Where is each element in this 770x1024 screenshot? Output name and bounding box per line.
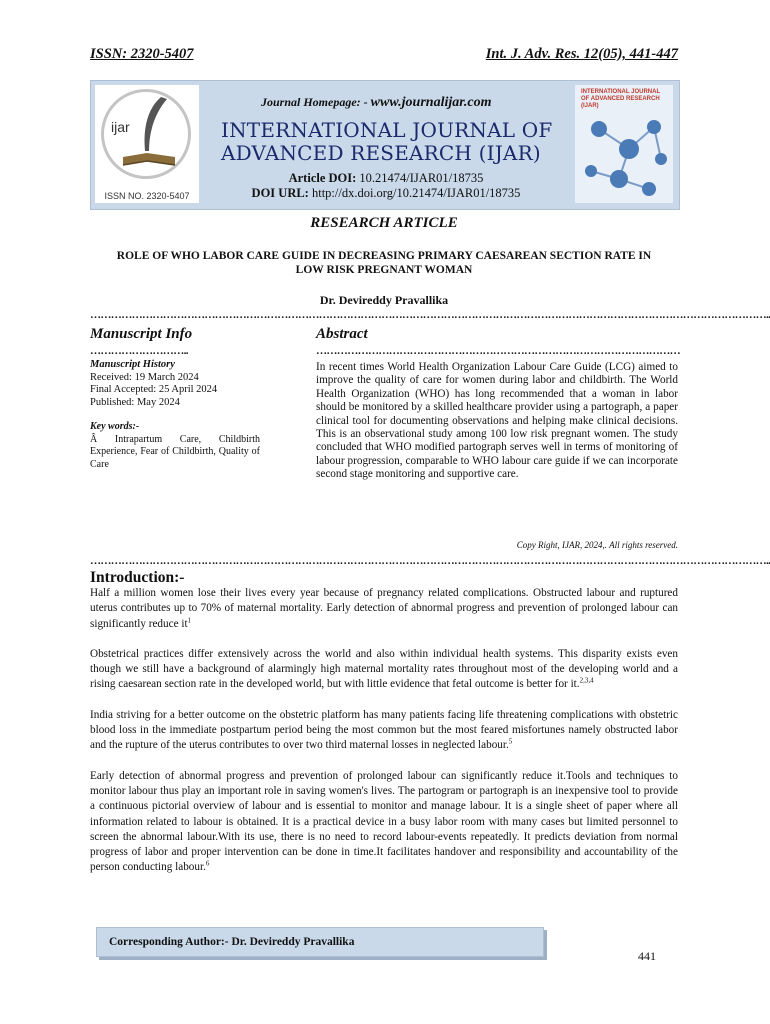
dotted-divider: ……………………….. [90,345,188,357]
citation-text: Int. J. Adv. Res. 12(05), 441-447 [485,46,678,62]
paragraph: Early detection of abnormal progress and prevention of prolonged labour can significantly reduce it.Tools and techniques to monitor labour thus play an important role in saving women's lives. The partogram or partograph is an inexpensive tool to provide a continuous pictorial overview of labour and is essential to monitor and manage labour. It is a single sheet of paper where all information related to labour is obtained. It is a practical device in a busy labor room with many cases but limited personnel to screen the abnormal labour.With its use, there is no need to record labour-events repeatedly. It predicts deviation from normal progress of labor and proper intervention can be done in time.It facilitates handover and responsibility and accountability of the person conducting labour.$^6$ [90,769,678,874]
published-date: Published: May 2024 [90,396,180,408]
keywords-block [90,421,260,471]
homepage-link[interactable]: www.journalijar.com [370,95,492,110]
accepted-date: Final Accepted: 25 April 2024 [90,384,218,395]
dotted-divider: …………………………………………………………………………………………………………………………………………………………………………….. [90,555,770,567]
manuscript-info-column [90,326,260,471]
doi-url-label: DOI URL: [251,186,309,200]
paper-title-line1: ROLE OF WHO LABOR CARE GUIDE IN DECREASING PRIMARY CAESAREAN SECTION RATE IN [116,250,652,262]
journal-banner [90,80,680,210]
corresponding-author-box [96,927,544,957]
corresponding-label: Corresponding Author:- [109,936,229,948]
cover-title: INTERNATIONAL JOURNAL OF ADVANCED RESEARCH (IJAR) [581,89,661,109]
doi-url-link[interactable]: http://dx.doi.org/10.21474/IJAR01/18735 [311,186,521,200]
dotted-divider: …………………………………………………………………………………………… [316,345,681,357]
article-doi-label: Article DOI: [288,171,357,185]
introduction-body [90,586,678,891]
homepage-line [261,95,492,111]
introduction-heading: Introduction:- [90,569,185,586]
citation-ref: 6 [205,859,210,868]
logo-text: ijar [111,119,130,135]
journal-cover [575,85,673,203]
abstract-column [316,326,681,482]
received-date: Received: 19 March 2024 [90,371,199,383]
paper-title-line2: LOW RISK PREGNANT WOMAN [295,264,473,276]
journal-logo [95,85,199,203]
keywords-label: Key words:- [90,421,140,432]
article-doi-value: 10.21474/IJAR01/18735 [359,171,484,185]
issn-text: ISSN: 2320-5407 [90,46,194,62]
journal-title-line2: ADVANCED RESEARCH (IJAR) [221,141,541,165]
citation-ref: 5 [508,737,513,746]
page-number: 441 [638,949,656,963]
journal-title [221,119,561,165]
author-name: Dr. Devireddy Pravallika [319,293,449,307]
manuscript-history [90,359,260,409]
citation-ref: 1 [187,615,192,624]
running-header [90,46,678,63]
dotted-divider: …………………………………………………………………………………………………………………………………………………………………………….. [90,309,770,321]
paper-title [90,249,678,277]
corresponding-name: Dr. Devireddy Pravallika [231,936,355,948]
article-type: RESEARCH ARTICLE [310,215,458,231]
paragraph: Obstetrical practices differ extensively across the world and also within individual health systems. This disparity exists even though we still have a background of alarmingly high maternal mortality rates throughout most of the developing world and a rising caesarean section rate in the developed world, but with little evidence that fetal outcome is better for it.$^{2,3,4}$ [90,647,678,691]
logo-issn: ISSN NO. 2320-5407 [104,191,190,201]
homepage-label: Journal Homepage: - [261,95,368,109]
molecule-image-icon [579,109,669,201]
abstract-heading: Abstract [316,326,368,342]
abstract-text: In recent times World Health Organization Labour Care Guide (LCG) aimed to improve the quality of care for women during labor and childbirth. The World Health Organization (WHO) has long recommended that a woman in labor should be monitored by a skilled healthcare provider using a partograph, a paper clinical tool for documenting observations and helping make clinical decisions. This is an observational study among 100 low risk pregnant women. The study concluded that WHO modified partograph serves well in terms of monitoring of labour progression, comparable to WHO labour care guide if we can incorporate second stage monitoring and supportive care. [316,361,678,481]
paragraph: India striving for a better outcome on the obstetric platform has many patients facing life threatening complications with obstetric blood loss in the immediate postpartum period being the most common but the most feared misfortunes namely obstructed labor and the rupture of the uterus contributes to over two third maternal losses in neglected labour.$^5$ [90,708,678,752]
keywords-text: Â Intrapartum Care, Childbirth Experience, Fear of Childbirth, Quality of Care [90,433,260,470]
paragraph: Half a million women lose their lives every year because of pregnancy related complications. Obstructed labour and ruptured uterus contributes up to 70% of maternal mortality. Early detection of abnormal progress and prevention of prolonged labour can significantly reduce $it^1$ [90,587,678,630]
doi-block [231,171,541,201]
manuscript-info-heading: Manuscript Info [90,326,193,342]
copyright-text: Copy Right, IJAR, 2024,. All rights reserved. [516,540,678,550]
journal-title-line1: INTERNATIONAL JOURNAL OF [221,118,553,142]
citation-ref: 2,3,4 [579,676,594,685]
history-label: Manuscript History [90,359,175,370]
